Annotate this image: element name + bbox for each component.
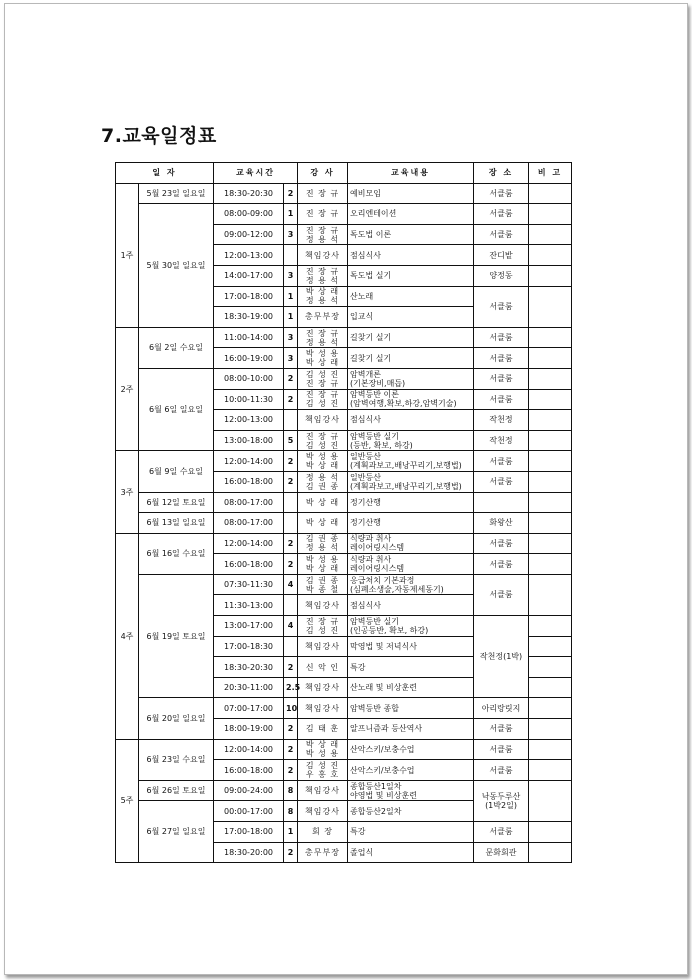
place-cell: 서클룸 xyxy=(474,822,529,843)
instructor-cell: 책임강사 xyxy=(298,410,348,431)
content-cell: 입교식 xyxy=(348,307,474,328)
week-cell: 5주 xyxy=(116,739,139,863)
time-cell: 12:00-14:00 xyxy=(214,533,284,554)
content-cell: 종합등산1일차 야영법 및 비상훈련 xyxy=(348,780,474,801)
date-cell: 5월 30일 일요일 xyxy=(139,204,214,328)
place-cell: 서클룸 xyxy=(474,286,529,327)
instructor-cell: 진 장 규 xyxy=(298,183,348,204)
time-cell: 16:00-19:00 xyxy=(214,348,284,369)
week-cell: 4주 xyxy=(116,533,139,739)
instructor-cell: 김 성 진 우 홍 호 xyxy=(298,760,348,781)
instructor-cell: 책임강사 xyxy=(298,801,348,822)
time-cell: 12:00-13:00 xyxy=(214,245,284,266)
instructor-cell: 총무부장 xyxy=(298,842,348,863)
header-instructor: 강 사 xyxy=(298,163,348,184)
content-cell: 길찾기 실기 xyxy=(348,327,474,348)
instructor-cell: 회 장 xyxy=(298,822,348,843)
week-cell: 3주 xyxy=(116,451,139,533)
hours-cell: 8 xyxy=(284,801,298,822)
instructor-cell: 책임강사 xyxy=(298,780,348,801)
time-cell: 08:00-09:00 xyxy=(214,204,284,225)
hours-cell: 1 xyxy=(284,204,298,225)
schedule-table xyxy=(115,162,572,863)
time-cell: 17:00-18:00 xyxy=(214,822,284,843)
hours-cell: 2 xyxy=(284,657,298,678)
instructor-cell: 박 상 래 박 성 용 xyxy=(298,739,348,760)
place-cell: 아리랑릿지 xyxy=(474,698,529,719)
date-cell: 6월 19일 토요일 xyxy=(139,574,214,698)
remark-cell xyxy=(529,780,572,821)
content-cell: 종합등산2일차 xyxy=(348,801,474,822)
hours-cell: 3 xyxy=(284,348,298,369)
date-cell: 6월 2일 수요일 xyxy=(139,327,214,368)
date-cell: 6월 12일 토요일 xyxy=(139,492,214,513)
content-cell: 암벽개론 (기본장비,매듭) xyxy=(348,368,474,389)
date-cell: 6월 27일 일요일 xyxy=(139,801,214,863)
table-row xyxy=(116,780,572,801)
date-cell: 6월 20일 일요일 xyxy=(139,698,214,739)
place-cell: 서클룸 xyxy=(474,739,529,760)
instructor-cell: 책임강사 xyxy=(298,698,348,719)
time-cell: 16:00-18:00 xyxy=(214,554,284,575)
hours-cell: 2 xyxy=(284,451,298,472)
time-cell: 18:30-20:30 xyxy=(214,657,284,678)
remark-cell xyxy=(529,574,572,615)
remark-cell xyxy=(529,471,572,492)
instructor-cell: 박 성 용 박 상 래 xyxy=(298,451,348,472)
header-remarks: 비 고 xyxy=(529,163,572,184)
header-row xyxy=(116,163,572,184)
content-cell: 응급처치 기본과정 (심폐소생술,자동제세동기) xyxy=(348,574,474,595)
instructor-cell: 김 태 훈 xyxy=(298,719,348,740)
remark-cell xyxy=(529,430,572,451)
hours-cell: 2 xyxy=(284,471,298,492)
place-cell: 낙동두루산 (1박2일) xyxy=(474,780,529,821)
time-cell: 18:30-19:00 xyxy=(214,307,284,328)
table-row xyxy=(116,183,572,204)
place-cell: 서클룸 xyxy=(474,760,529,781)
date-cell: 6월 23일 수요일 xyxy=(139,739,214,780)
hours-cell xyxy=(284,513,298,534)
hours-cell: 2 xyxy=(284,389,298,410)
instructor-cell: 총무부장 xyxy=(298,307,348,328)
instructor-cell: 진 장 규 xyxy=(298,204,348,225)
table-row xyxy=(116,368,572,389)
time-cell: 12:00-14:00 xyxy=(214,451,284,472)
time-cell: 13:00-18:00 xyxy=(214,430,284,451)
hours-cell: 3 xyxy=(284,224,298,245)
hours-cell: 1 xyxy=(284,286,298,307)
remark-cell xyxy=(529,327,572,348)
instructor-cell: 박 성 용 박 상 래 xyxy=(298,554,348,575)
table-row xyxy=(116,451,572,472)
time-cell: 09:00-24:00 xyxy=(214,780,284,801)
instructor-cell: 김 권 종 정 용 석 xyxy=(298,533,348,554)
date-cell: 6월 26일 토요일 xyxy=(139,780,214,801)
time-cell: 11:00-14:00 xyxy=(214,327,284,348)
place-cell: 서클룸 xyxy=(474,574,529,615)
remark-cell xyxy=(529,657,572,678)
content-cell: 특강 xyxy=(348,657,474,678)
content-cell: 예비모임 xyxy=(348,183,474,204)
instructor-cell: 신 악 인 xyxy=(298,657,348,678)
place-cell: 서클룸 xyxy=(474,204,529,225)
hours-cell: 2 xyxy=(284,739,298,760)
hours-cell: 2 xyxy=(284,719,298,740)
time-cell: 16:00-18:00 xyxy=(214,471,284,492)
hours-cell: 2.5 xyxy=(284,677,298,698)
hours-cell: 2 xyxy=(284,368,298,389)
table-row xyxy=(116,574,572,595)
content-cell: 식량과 취사 레이어링시스템 xyxy=(348,533,474,554)
hours-cell: 8 xyxy=(284,780,298,801)
hours-cell xyxy=(284,245,298,266)
remark-cell xyxy=(529,533,572,554)
time-cell: 16:00-18:00 xyxy=(214,760,284,781)
time-cell: 09:00-12:00 xyxy=(214,224,284,245)
remark-cell xyxy=(529,389,572,410)
instructor-cell: 박 상 래 정 용 석 xyxy=(298,286,348,307)
place-cell: 양정동 xyxy=(474,265,529,286)
content-cell: 산악스키/보충수업 xyxy=(348,760,474,781)
hours-cell: 2 xyxy=(284,760,298,781)
instructor-cell: 진 장 규 정 용 석 xyxy=(298,265,348,286)
time-cell: 12:00-14:00 xyxy=(214,739,284,760)
remark-cell xyxy=(529,204,572,225)
remark-cell xyxy=(529,245,572,266)
header-content: 교육내용 xyxy=(348,163,474,184)
instructor-cell: 책임강사 xyxy=(298,677,348,698)
instructor-cell: 정 용 석 김 권 종 xyxy=(298,471,348,492)
hours-cell: 2 xyxy=(284,183,298,204)
hours-cell: 3 xyxy=(284,327,298,348)
content-cell: 막영법 및 저녁식사 xyxy=(348,636,474,657)
remark-cell xyxy=(529,822,572,843)
place-cell: 화왕산 xyxy=(474,513,529,534)
time-cell: 08:00-10:00 xyxy=(214,368,284,389)
instructor-cell: 진 장 규 김 성 진 xyxy=(298,616,348,637)
remark-cell xyxy=(529,554,572,575)
remark-cell xyxy=(529,265,572,286)
table-row xyxy=(116,204,572,225)
place-cell: 문화회관 xyxy=(474,842,529,863)
instructor-cell: 책임강사 xyxy=(298,636,348,657)
table-row xyxy=(116,698,572,719)
content-cell: 특강 xyxy=(348,822,474,843)
instructor-cell: 박 성 용 박 상 래 xyxy=(298,348,348,369)
content-cell: 길찾기 실기 xyxy=(348,348,474,369)
content-cell: 일반등산 (계획과보고,배낭꾸리기,보행법) xyxy=(348,451,474,472)
week-cell: 2주 xyxy=(116,327,139,451)
place-cell: 서클룸 xyxy=(474,719,529,740)
header-place: 장 소 xyxy=(474,163,529,184)
hours-cell xyxy=(284,410,298,431)
content-cell: 알프니즘과 등산역사 xyxy=(348,719,474,740)
content-cell: 산악스키/보충수업 xyxy=(348,739,474,760)
instructor-cell: 박 상 래 xyxy=(298,492,348,513)
content-cell: 정기산행 xyxy=(348,513,474,534)
instructor-cell: 책임강사 xyxy=(298,595,348,616)
instructor-cell: 김 성 진 진 장 규 xyxy=(298,368,348,389)
remark-cell xyxy=(529,719,572,740)
content-cell: 정기산행 xyxy=(348,492,474,513)
remark-cell xyxy=(529,368,572,389)
place-cell: 서클룸 xyxy=(474,533,529,554)
remark-cell xyxy=(529,842,572,863)
content-cell: 암벽등반 이론 (암벽여행,확보,하강,암벽기술) xyxy=(348,389,474,410)
place-cell: 잔디밭 xyxy=(474,245,529,266)
date-cell: 6월 13일 일요일 xyxy=(139,513,214,534)
table-row xyxy=(116,533,572,554)
time-cell: 08:00-17:00 xyxy=(214,513,284,534)
week-cell: 1주 xyxy=(116,183,139,327)
place-cell xyxy=(474,492,529,513)
hours-cell xyxy=(284,595,298,616)
table-row xyxy=(116,492,572,513)
content-cell: 오리엔테이션 xyxy=(348,204,474,225)
date-cell: 6월 16일 수요일 xyxy=(139,533,214,574)
instructor-cell: 진 장 규 김 성 진 xyxy=(298,389,348,410)
content-cell: 졸업식 xyxy=(348,842,474,863)
instructor-cell: 박 상 래 xyxy=(298,513,348,534)
time-cell: 12:00-13:00 xyxy=(214,410,284,431)
hours-cell: 5 xyxy=(284,430,298,451)
table-row xyxy=(116,327,572,348)
time-cell: 14:00-17:00 xyxy=(214,265,284,286)
content-cell: 점심식사 xyxy=(348,595,474,616)
place-cell: 서클룸 xyxy=(474,554,529,575)
remark-cell xyxy=(529,616,572,637)
remark-cell xyxy=(529,492,572,513)
instructor-cell: 진 장 규 정 용 석 xyxy=(298,327,348,348)
place-cell: 서클룸 xyxy=(474,368,529,389)
hours-cell: 4 xyxy=(284,574,298,595)
place-cell: 서클룸 xyxy=(474,348,529,369)
remark-cell xyxy=(529,286,572,327)
instructor-cell: 책임강사 xyxy=(298,245,348,266)
time-cell: 17:00-18:30 xyxy=(214,636,284,657)
date-cell: 6월 9일 수요일 xyxy=(139,451,214,492)
hours-cell: 2 xyxy=(284,533,298,554)
time-cell: 11:30-13:00 xyxy=(214,595,284,616)
place-cell: 서클룸 xyxy=(474,327,529,348)
content-cell: 점심식사 xyxy=(348,245,474,266)
remark-cell xyxy=(529,677,572,698)
instructor-cell: 진 장 규 김 성 진 xyxy=(298,430,348,451)
place-cell: 서클룸 xyxy=(474,224,529,245)
remark-cell xyxy=(529,183,572,204)
place-cell: 서클룸 xyxy=(474,451,529,472)
remark-cell xyxy=(529,739,572,760)
remark-cell xyxy=(529,513,572,534)
hours-cell: 3 xyxy=(284,265,298,286)
time-cell: 10:00-11:30 xyxy=(214,389,284,410)
place-cell: 작천정 xyxy=(474,410,529,431)
place-cell: 서클룸 xyxy=(474,389,529,410)
time-cell: 18:30-20:00 xyxy=(214,842,284,863)
content-cell: 일반등산 (계획과보고,배낭꾸리기,보행법) xyxy=(348,471,474,492)
instructor-cell: 진 장 규 정 용 석 xyxy=(298,224,348,245)
time-cell: 13:00-17:00 xyxy=(214,616,284,637)
remark-cell xyxy=(529,698,572,719)
time-cell: 18:00-19:00 xyxy=(214,719,284,740)
time-cell: 07:00-17:00 xyxy=(214,698,284,719)
content-cell: 독도법 이론 xyxy=(348,224,474,245)
remark-cell xyxy=(529,410,572,431)
table-row xyxy=(116,513,572,534)
content-cell: 식량과 취사 레이어링시스템 xyxy=(348,554,474,575)
document-title: 7.교육일정표 xyxy=(101,125,217,147)
hours-cell: 2 xyxy=(284,842,298,863)
remark-cell xyxy=(529,348,572,369)
content-cell: 산노래 및 비상훈련 xyxy=(348,677,474,698)
content-cell: 독도법 실기 xyxy=(348,265,474,286)
remark-cell xyxy=(529,451,572,472)
hours-cell: 10 xyxy=(284,698,298,719)
hours-cell: 2 xyxy=(284,554,298,575)
hours-cell xyxy=(284,492,298,513)
place-cell: 작천정 xyxy=(474,430,529,451)
header-date: 일 자 xyxy=(116,163,214,184)
place-cell: 서클룸 xyxy=(474,471,529,492)
remark-cell xyxy=(529,760,572,781)
time-cell: 20:30-11:00 xyxy=(214,677,284,698)
place-cell: 작천정(1박) xyxy=(474,616,529,698)
date-cell: 5월 23일 일요일 xyxy=(139,183,214,204)
content-cell: 산노래 xyxy=(348,286,474,307)
hours-cell xyxy=(284,636,298,657)
hours-cell: 1 xyxy=(284,822,298,843)
time-cell: 07:30-11:30 xyxy=(214,574,284,595)
remark-cell xyxy=(529,636,572,657)
time-cell: 18:30-20:30 xyxy=(214,183,284,204)
time-cell: 00:00-17:00 xyxy=(214,801,284,822)
table-row xyxy=(116,739,572,760)
content-cell: 점심식사 xyxy=(348,410,474,431)
instructor-cell: 김 권 종 박 종 철 xyxy=(298,574,348,595)
content-cell: 암벽등반 종합 xyxy=(348,698,474,719)
hours-cell: 1 xyxy=(284,307,298,328)
time-cell: 08:00-17:00 xyxy=(214,492,284,513)
remark-cell xyxy=(529,224,572,245)
header-time: 교육시간 xyxy=(214,163,298,184)
place-cell: 서클룸 xyxy=(474,183,529,204)
time-cell: 17:00-18:00 xyxy=(214,286,284,307)
date-cell: 6월 6일 일요일 xyxy=(139,368,214,450)
content-cell: 암벽등반 실기 (인공등반, 확보, 하강) xyxy=(348,616,474,637)
content-cell: 암벽등반 실기 (등반, 확보, 하강) xyxy=(348,430,474,451)
hours-cell: 4 xyxy=(284,616,298,637)
